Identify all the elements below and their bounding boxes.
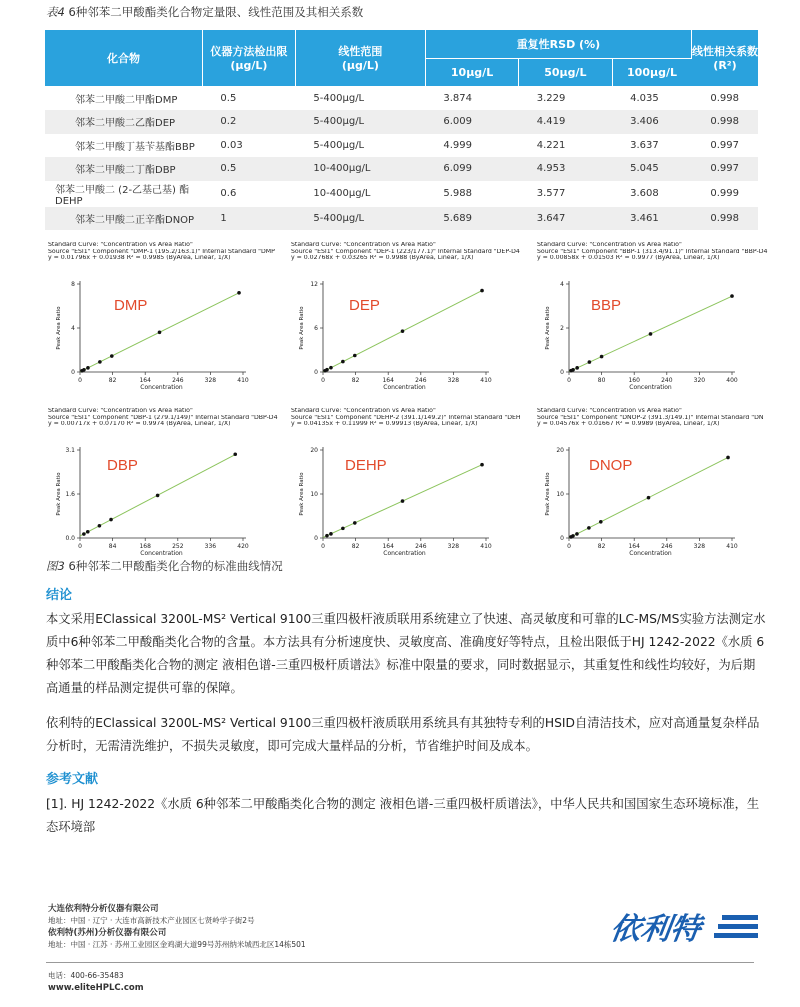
chart-header-equation: y = 0.01796x + 0.01938 R² = 0.9985 (ByArea, Linear, 1/X) xyxy=(48,255,231,262)
cell-r2: 0.998 xyxy=(691,110,758,134)
logo-stripe xyxy=(722,915,758,920)
x-tick-label: 82 xyxy=(351,377,360,384)
chart-compound-label: DMP xyxy=(114,297,148,314)
data-point xyxy=(329,366,333,370)
y-tick-label: 2 xyxy=(560,325,564,332)
cell-r2: 0.998 xyxy=(691,86,758,110)
y-axis-title: Peak Area Ratio xyxy=(545,306,551,350)
data-point xyxy=(341,527,345,531)
y-tick-label: 12 xyxy=(310,281,318,288)
table-caption xyxy=(46,4,363,20)
table-row xyxy=(45,86,758,110)
chart-compound-label: DNOP xyxy=(589,457,633,474)
y-tick-label: 1.6 xyxy=(65,491,75,498)
x-axis-title: Concentration xyxy=(383,550,426,557)
logo-stripe xyxy=(714,933,758,938)
cell-rsd100: 3.608 xyxy=(612,181,691,207)
x-tick-label: 0 xyxy=(567,377,571,384)
chart-header-title: Standard Curve: "Concentration vs Area Ratio" xyxy=(291,242,436,248)
data-point xyxy=(480,289,484,293)
cell-lod: 0.03 xyxy=(202,134,295,158)
data-point xyxy=(571,368,575,372)
cell-rsd100: 3.461 xyxy=(612,207,691,231)
y-tick-label: 10 xyxy=(310,491,318,498)
header-range-label: 线性范围 xyxy=(338,45,383,59)
x-tick-label: 246 xyxy=(172,377,184,384)
cell-range: 5-400μg/L xyxy=(295,207,425,231)
table-row xyxy=(45,207,758,231)
data-point xyxy=(353,521,357,525)
data-point xyxy=(599,520,603,524)
x-tick-label: 410 xyxy=(237,377,249,384)
y-tick-label: 20 xyxy=(310,447,318,454)
footer-website[interactable]: www.eliteHPLC.com xyxy=(48,983,144,993)
y-tick-label: 0 xyxy=(560,535,564,542)
data-point xyxy=(329,532,333,536)
header-rsd: 重复性RSD (%) xyxy=(425,30,691,58)
header-r2-label: 线性相关系数 xyxy=(691,45,758,59)
data-point xyxy=(401,499,405,503)
chart-header-equation: y = 0.00717x + 0.07170 R² = 0.9974 (ByArea, Linear, 1/X) xyxy=(48,421,231,428)
x-tick-label: 82 xyxy=(351,543,360,550)
cell-r2: 0.999 xyxy=(691,181,758,207)
x-tick-label: 164 xyxy=(382,377,394,384)
y-tick-label: 0 xyxy=(314,369,318,376)
chart-compound-label: DEP xyxy=(349,297,380,314)
standard-curve-chart xyxy=(48,430,293,565)
x-tick-label: 168 xyxy=(139,543,151,550)
header-compound: 化合物 xyxy=(45,30,202,86)
data-point xyxy=(86,366,90,370)
cell-rsd100: 3.406 xyxy=(612,110,691,134)
chart-header-source: Source "ESI1" Component "DBP-1 (279.1/149)" Internal Standard "DBP-D4 xyxy=(48,414,278,421)
chart-header-equation: y = 0.04576x + 0.01667 R² = 0.9989 (ByArea, Linear, 1/X) xyxy=(537,421,720,428)
footer-contact xyxy=(48,970,144,994)
figure-caption-prefix: 图3 xyxy=(46,559,65,573)
cell-range: 5-400μg/L xyxy=(295,134,425,158)
chart-header-equation: y = 0.02768x + 0.03265 R² = 0.9988 (ByArea, Linear, 1/X) xyxy=(291,255,474,262)
data-point xyxy=(600,355,604,359)
cell-rsd10: 4.999 xyxy=(425,134,518,158)
x-tick-label: 252 xyxy=(172,543,184,550)
header-range-unit: (μg/L) xyxy=(341,59,379,73)
y-tick-label: 0.0 xyxy=(65,535,75,542)
table-caption-prefix: 表4 xyxy=(46,5,65,19)
chart-header-source: Source "ESI1" Component "DEHP-2 (391.1/149.2)" Internal Standard "DEH xyxy=(291,414,521,421)
y-tick-label: 6 xyxy=(314,325,318,332)
data-point xyxy=(325,368,329,372)
cell-rsd50: 3.229 xyxy=(519,86,612,110)
standard-curve-chart xyxy=(537,264,782,399)
cell-rsd10: 6.099 xyxy=(425,157,518,181)
data-point xyxy=(647,496,651,500)
data-point xyxy=(575,366,579,370)
chart-header-title: Standard Curve: "Concentration vs Area Ratio" xyxy=(291,408,436,414)
x-tick-label: 246 xyxy=(661,543,673,550)
data-point xyxy=(158,330,162,334)
x-axis-title: Concentration xyxy=(140,384,183,391)
y-tick-label: 8 xyxy=(71,281,75,288)
reference-item: [1]. HJ 1242-2022《水质 6种邻苯二甲酸酯类化合物的测定 液相色谱-三重四极杆质谱法》，中华人民共和国国家生态环境标准，生态环境部 xyxy=(46,797,760,834)
cell-lod: 0.5 xyxy=(202,157,295,181)
x-tick-label: 0 xyxy=(567,543,571,550)
cell-rsd50: 4.221 xyxy=(519,134,612,158)
standard-curve-chart xyxy=(291,264,536,399)
table-row xyxy=(45,110,758,134)
data-point xyxy=(730,294,734,298)
cell-lod: 1 xyxy=(202,207,295,231)
footer-address-2: 地址：中国 · 江苏 · 苏州工业园区金鸡湖大道99号苏州纳米城西北区14栋501 xyxy=(48,940,306,949)
footer-address-1: 地址：中国 · 辽宁 · 大连市高新技术产业园区七贤岭学子街2号 xyxy=(48,916,255,925)
header-rsd-100: 100μg/L xyxy=(612,58,691,86)
cell-rsd100: 3.637 xyxy=(612,134,691,158)
header-rsd-10: 10μg/L xyxy=(425,58,518,86)
table-row xyxy=(45,157,758,181)
x-tick-label: 82 xyxy=(597,543,606,550)
data-point xyxy=(110,354,114,358)
x-tick-label: 410 xyxy=(480,543,492,550)
header-r2-unit: (R²) xyxy=(713,59,737,73)
data-point xyxy=(571,534,575,538)
data-point xyxy=(401,329,405,333)
y-axis-title: Peak Area Ratio xyxy=(56,472,62,516)
cell-rsd10: 6.009 xyxy=(425,110,518,134)
cell-name: 邻苯二甲酸二 (2-乙基己基) 酯DEHP xyxy=(45,181,202,207)
chart-header-equation: y = 0.00858x + 0.01503 R² = 0.9977 (ByArea, Linear, 1/X) xyxy=(537,255,720,262)
cell-range: 10-400μg/L xyxy=(295,181,425,207)
cell-lod: 0.2 xyxy=(202,110,295,134)
data-point xyxy=(82,532,86,536)
footer-divider xyxy=(46,962,754,963)
cell-lod: 0.6 xyxy=(202,181,295,207)
chart-header-source: Source "ESI1" Component "DEP-1 (223/177.1)" Internal Standard "DEP-D4 xyxy=(291,248,520,255)
conclusion-paragraph-1: 本文采用EClassical 3200L-MS² Vertical 9100三重四极杆液质联用系统建立了快速、高灵敏度和可靠的LC-MS/MS实验方法测定水质中6种邻苯二甲酸酯类化合物的含量。本方法具有分析速度快、灵敏度高、准确度好等特点，且检出限低于HJ 1242-2022《水质 6种邻苯二甲酸酯类化合物的测定 液相色谱-三重四极杆质谱法》标准中限量的要求，同时数据显示，其重复性和线性均较好，为后期高通量的样品测定提供可靠的保障。 xyxy=(46,612,766,695)
y-axis-title: Peak Area Ratio xyxy=(545,472,551,516)
cell-lod: 0.5 xyxy=(202,86,295,110)
x-tick-label: 410 xyxy=(726,543,738,550)
chart-header-equation: y = 0.04135x + 0.11999 R² = 0.99913 (ByArea, Linear, 1/X) xyxy=(291,421,478,428)
data-point xyxy=(233,452,237,456)
y-tick-label: 20 xyxy=(556,447,564,454)
conclusion-paragraph-2: 依利特的EClassical 3200L-MS² Vertical 9100三重四极杆液质联用系统具有其独特专利的HSID自清洁技术，应对高通量复杂样品分析时，无需清洗维护，不损失灵敏度，即可完成大量样品的分析，节省维护时间及成本。 xyxy=(46,716,760,753)
logo-stripe xyxy=(718,924,758,929)
chart-compound-label: DEHP xyxy=(345,457,387,474)
cell-rsd50: 3.577 xyxy=(519,181,612,207)
y-axis-title: Peak Area Ratio xyxy=(299,306,305,350)
x-tick-label: 328 xyxy=(204,377,217,384)
cell-r2: 0.997 xyxy=(691,134,758,158)
y-tick-label: 3.1 xyxy=(65,447,75,454)
x-tick-label: 328 xyxy=(693,543,706,550)
header-rsd-50: 50μg/L xyxy=(519,58,612,86)
x-tick-label: 0 xyxy=(78,377,82,384)
data-point xyxy=(86,530,90,534)
cell-r2: 0.997 xyxy=(691,157,758,181)
cell-name: 邻苯二甲酸二正辛酯DNOP xyxy=(45,207,202,231)
y-tick-label: 0 xyxy=(314,535,318,542)
chart-compound-label: DBP xyxy=(107,457,138,474)
conclusion-title: 结论 xyxy=(46,588,73,603)
logo-text: 依利特 xyxy=(612,913,703,946)
data-point xyxy=(587,526,591,530)
header-range xyxy=(295,30,425,86)
cell-name: 邻苯二甲酸二乙酯DEP xyxy=(45,110,202,134)
header-r2 xyxy=(691,30,758,86)
data-point xyxy=(353,354,357,358)
x-tick-label: 400 xyxy=(726,377,738,384)
header-lod-unit: (μg/L) xyxy=(230,59,268,73)
cell-rsd100: 5.045 xyxy=(612,157,691,181)
cell-range: 5-400μg/L xyxy=(295,86,425,110)
data-point xyxy=(649,332,653,336)
x-axis-title: Concentration xyxy=(383,384,426,391)
company-logo xyxy=(612,905,762,951)
chart-header-source: Source "ESI1" Component "DMP-1 (195.2/163.1)" Internal Standard "DMP xyxy=(48,248,275,255)
figure-caption xyxy=(46,558,283,574)
data-point xyxy=(575,532,579,536)
data-point xyxy=(82,368,86,372)
x-tick-label: 80 xyxy=(597,377,606,384)
y-tick-label: 4 xyxy=(560,281,564,288)
x-tick-label: 164 xyxy=(382,543,394,550)
chart-panel-dnop xyxy=(537,408,782,563)
cell-range: 10-400μg/L xyxy=(295,157,425,181)
table-caption-text: 6种邻苯二甲酸酯类化合物定量限、线性范围及其相关系数 xyxy=(68,5,364,19)
header-lod xyxy=(202,30,295,86)
chart-panel-dep xyxy=(291,242,536,397)
data-point xyxy=(109,518,113,522)
data-point xyxy=(726,456,730,460)
footer-company-1: 大连依利特分析仪器有限公司 xyxy=(48,904,159,914)
x-tick-label: 410 xyxy=(480,377,492,384)
chart-header-title: Standard Curve: "Concentration vs Area Ratio" xyxy=(48,242,193,248)
y-axis-title: Peak Area Ratio xyxy=(299,472,305,516)
x-tick-label: 328 xyxy=(447,543,460,550)
cell-rsd50: 3.647 xyxy=(519,207,612,231)
x-tick-label: 82 xyxy=(108,377,117,384)
data-point xyxy=(325,534,329,538)
cell-name: 邻苯二甲酸二丁酯DBP xyxy=(45,157,202,181)
standard-curve-chart xyxy=(291,430,536,565)
header-lod-label: 仪器方法检出限 xyxy=(210,45,288,59)
standard-curve-chart xyxy=(48,264,293,399)
x-axis-title: Concentration xyxy=(140,550,183,557)
data-point xyxy=(98,360,102,364)
x-tick-label: 246 xyxy=(415,377,427,384)
x-tick-label: 420 xyxy=(237,543,249,550)
data-table xyxy=(45,30,758,230)
x-tick-label: 240 xyxy=(661,377,673,384)
data-point xyxy=(341,360,345,364)
cell-rsd50: 4.953 xyxy=(519,157,612,181)
chart-panel-dmp xyxy=(48,242,293,397)
y-tick-label: 0 xyxy=(560,369,564,376)
x-tick-label: 0 xyxy=(78,543,82,550)
x-tick-label: 0 xyxy=(321,543,325,550)
footer-company-2: 依利特(苏州)分析仪器有限公司 xyxy=(48,928,167,938)
footer-companies xyxy=(48,903,306,951)
cell-range: 5-400μg/L xyxy=(295,110,425,134)
x-tick-label: 246 xyxy=(415,543,427,550)
chart-header-title: Standard Curve: "Concentration vs Area Ratio" xyxy=(537,408,682,414)
chart-header-source: Source "ESI1" Component "BBP-1 (313.4/91.1)" Internal Standard "BBP-D4 xyxy=(537,248,768,255)
x-axis-title: Concentration xyxy=(629,550,672,557)
standard-curve-chart xyxy=(537,430,782,565)
x-tick-label: 0 xyxy=(321,377,325,384)
x-tick-label: 84 xyxy=(108,543,117,550)
logo-graphic xyxy=(612,905,762,951)
data-point xyxy=(98,524,102,528)
references-title: 参考文献 xyxy=(46,772,99,787)
footer-phone: 电话：400-66-35483 xyxy=(48,971,124,980)
y-axis-title: Peak Area Ratio xyxy=(56,306,62,350)
cell-name: 邻苯二甲酸二甲酯DMP xyxy=(45,86,202,110)
chart-compound-label: BBP xyxy=(591,297,622,314)
table-row xyxy=(45,134,758,158)
cell-rsd10: 5.689 xyxy=(425,207,518,231)
cell-rsd10: 3.874 xyxy=(425,86,518,110)
table-row xyxy=(45,181,758,207)
x-axis-title: Concentration xyxy=(629,384,672,391)
chart-header-source: Source "ESI1" Component "DNOP-2 (391.3/149.1)" Internal Standard "DN xyxy=(537,414,764,421)
y-tick-label: 0 xyxy=(71,369,75,376)
chart-header-title: Standard Curve: "Concentration vs Area Ratio" xyxy=(537,242,682,248)
cell-rsd50: 4.419 xyxy=(519,110,612,134)
x-tick-label: 160 xyxy=(628,377,640,384)
chart-panel-bbp xyxy=(537,242,782,397)
x-tick-label: 336 xyxy=(204,543,217,550)
chart-header-title: Standard Curve: "Concentration vs Area Ratio" xyxy=(48,408,193,414)
cell-r2: 0.998 xyxy=(691,207,758,231)
data-point xyxy=(237,291,241,295)
cell-rsd10: 5.988 xyxy=(425,181,518,207)
x-tick-label: 328 xyxy=(447,377,460,384)
cell-name: 邻苯二甲酸丁基苄基酯BBP xyxy=(45,134,202,158)
x-tick-label: 164 xyxy=(139,377,151,384)
x-tick-label: 320 xyxy=(693,377,706,384)
data-point xyxy=(156,494,160,498)
y-tick-label: 4 xyxy=(71,325,75,332)
y-tick-label: 10 xyxy=(556,491,564,498)
data-point xyxy=(588,360,592,364)
data-point xyxy=(480,463,484,467)
figure-caption-text: 6种邻苯二甲酸酯类化合物的标准曲线情况 xyxy=(68,559,283,573)
chart-panel-dehp xyxy=(291,408,536,563)
chart-panel-dbp xyxy=(48,408,293,563)
x-tick-label: 164 xyxy=(628,543,640,550)
cell-rsd100: 4.035 xyxy=(612,86,691,110)
